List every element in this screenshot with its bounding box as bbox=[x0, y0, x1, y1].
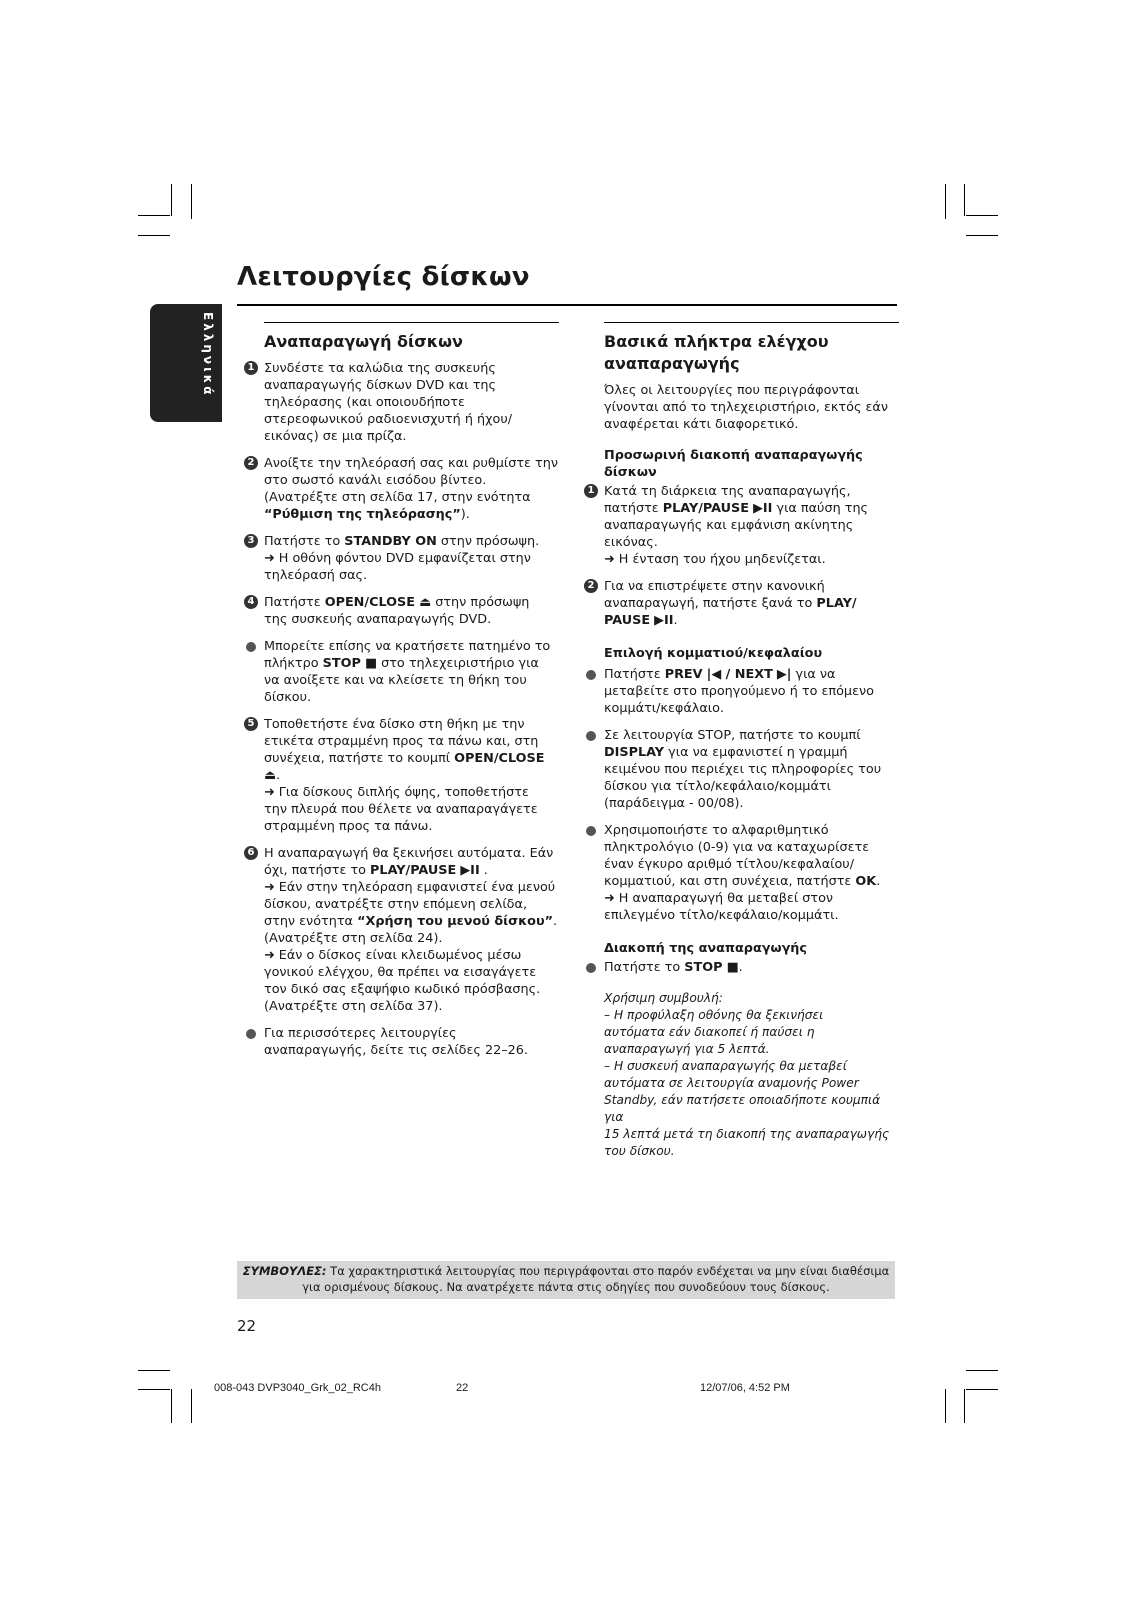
language-tab-label: Ελληνικά bbox=[201, 312, 215, 398]
tip-text: – Η συσκευή αναπαραγωγής θα μεταβεί bbox=[604, 1059, 847, 1073]
step-text bbox=[264, 533, 559, 550]
step-text: ). bbox=[460, 507, 470, 522]
subheading-pause bbox=[604, 447, 899, 481]
crop-mark bbox=[191, 184, 192, 219]
step-6 bbox=[244, 845, 559, 1015]
button-name: PREV bbox=[664, 667, 703, 682]
play-pause-icon: ▶II bbox=[753, 501, 773, 516]
step-text bbox=[264, 594, 559, 611]
step-text: . bbox=[738, 960, 743, 975]
step-text: στην πρόσωψη. bbox=[436, 534, 540, 549]
step-text: για να bbox=[791, 667, 836, 682]
step-text bbox=[604, 500, 899, 517]
result-text: γονικού ελέγχου, θα πρέπει να εισαγάγετε bbox=[264, 965, 537, 980]
step-number: 2 bbox=[584, 579, 598, 593]
step-text: δίσκου για τίτλο/κεφάλαιο/κομμάτι bbox=[604, 779, 831, 794]
step-text: . bbox=[479, 863, 488, 878]
step-number: 6 bbox=[244, 846, 258, 860]
step-text: της συσκευής αναπαραγωγής DVD. bbox=[264, 612, 492, 627]
button-name: OPEN/CLOSE bbox=[454, 751, 545, 766]
step-text: . bbox=[673, 613, 678, 628]
crop-mark bbox=[966, 235, 998, 236]
step-number: 4 bbox=[244, 595, 258, 609]
right-column bbox=[584, 322, 899, 1160]
button-name: STANDBY ON bbox=[344, 534, 437, 549]
crop-mark bbox=[964, 1389, 965, 1423]
step-number: 1 bbox=[584, 484, 598, 498]
intro-text: Όλες οι λειτουργίες που περιγράφονται bbox=[604, 383, 860, 398]
stop-bullet bbox=[584, 959, 899, 976]
button-name: STOP bbox=[322, 656, 361, 671]
step-text: δίσκου. bbox=[264, 690, 312, 705]
result-text: ➜ Η οθόνη φόντου DVD εμφανίζεται στην bbox=[264, 551, 531, 566]
slug-page: 22 bbox=[456, 1382, 469, 1394]
step-text: στερεοφωνικού ραδιοενισχυτή ή ήχου/ bbox=[264, 412, 513, 427]
result-text: ➜ Η ένταση του ήχου μηδενίζεται. bbox=[604, 552, 826, 567]
step-text: αναπαραγωγή, πατήστε ξανά το bbox=[604, 596, 817, 611]
bullet-dot bbox=[586, 826, 596, 836]
tips-text: Τα χαρακτηριστικά λειτουργίας που περιγράφονται στο παρόν ενδέχεται να μην είναι διαθέσιμα bbox=[326, 1264, 890, 1278]
section-heading-playback: Αναπαραγωγή δίσκων bbox=[264, 332, 463, 351]
result-text: ➜ Για δίσκους διπλής όψης, τοποθετήστε bbox=[264, 785, 529, 800]
page-number: 22 bbox=[237, 1317, 257, 1335]
heading-line: Προσωρινή διακοπή αναπαραγωγής bbox=[604, 448, 863, 463]
step-text bbox=[264, 862, 559, 879]
step-text: έναν έγκυρο αριθμό τίτλου/κεφαλαίου/ bbox=[604, 857, 855, 872]
pause-step-2 bbox=[584, 578, 899, 629]
tip-text: 15 λεπτά μετά τη διακοπή της αναπαραγωγής bbox=[604, 1127, 890, 1141]
step-text: . bbox=[553, 914, 558, 929]
step-text: πατήστε bbox=[604, 501, 663, 516]
step-1 bbox=[244, 360, 559, 445]
crop-mark bbox=[171, 1389, 172, 1423]
intro-text: αναφέρεται κάτι διαφορετικό. bbox=[604, 417, 799, 432]
crop-mark bbox=[966, 215, 998, 216]
heading-line: αναπαραγωγής bbox=[604, 354, 740, 373]
step-text: Η αναπαραγωγή θα ξεκινήσει αυτόματα. Εάν bbox=[264, 846, 554, 861]
section-intro bbox=[604, 382, 899, 433]
chapter-bullet-1 bbox=[584, 666, 899, 717]
step-text: τηλεόρασης (και οποιουδήποτε bbox=[264, 395, 465, 410]
tip-text: αναπαραγωγή για 5 λεπτά. bbox=[604, 1042, 770, 1056]
step-text: πληκτρολόγιο (0-9) για να καταχωρίσετε bbox=[604, 840, 870, 855]
crop-mark bbox=[945, 184, 946, 219]
step-number: 5 bbox=[244, 717, 258, 731]
step-text: Μπορείτε επίσης να κρατήσετε πατημένο το bbox=[264, 639, 551, 654]
step-text: Πατήστε bbox=[604, 667, 665, 682]
section-rule bbox=[604, 322, 899, 323]
result-text: ➜ Η αναπαραγωγή θα μεταβεί στον bbox=[604, 891, 834, 906]
button-name: NEXT bbox=[734, 667, 773, 682]
step-text: Τοποθετήστε ένα δίσκο στη θήκη με την bbox=[264, 717, 525, 732]
eject-icon: ⏏ bbox=[419, 595, 432, 610]
step-text: Ανοίξτε την τηλεόρασή σας και ρυθμίστε την bbox=[264, 456, 558, 471]
crop-mark bbox=[964, 184, 965, 216]
step-text: Για να επιστρέψετε στην κανονική bbox=[604, 579, 825, 594]
prev-icon: |◀ bbox=[706, 667, 722, 682]
play-pause-icon: ▶II bbox=[460, 863, 480, 878]
tip-text: αυτόματα εάν διακοπεί ή παύσει η bbox=[604, 1025, 815, 1039]
step-number: 2 bbox=[244, 456, 258, 470]
step-number: 3 bbox=[244, 534, 258, 548]
result-text bbox=[264, 913, 559, 930]
section-reference: “Ρύθμιση της τηλεόρασης” bbox=[264, 507, 461, 522]
crop-mark bbox=[171, 184, 172, 216]
step-text: αναπαραγωγής, δείτε τις σελίδες 22–26. bbox=[264, 1043, 529, 1058]
crop-mark bbox=[966, 1370, 998, 1371]
slug-date: 12/07/06, 4:52 PM bbox=[700, 1382, 790, 1394]
step-text: εικόνας. bbox=[604, 535, 658, 550]
step-4 bbox=[244, 594, 559, 628]
tip-text: αυτόματα σε λειτουργία αναμονής Power bbox=[604, 1076, 859, 1090]
tip-text: Χρήσιμη συμβουλή: bbox=[604, 991, 723, 1005]
language-tab bbox=[150, 304, 222, 422]
step-text: στην ενότητα bbox=[264, 914, 358, 929]
helpful-tip bbox=[604, 990, 899, 1160]
step-text: για παύση της bbox=[772, 501, 869, 516]
crop-mark bbox=[945, 1389, 946, 1423]
stop-icon: ■ bbox=[364, 656, 378, 671]
section-heading-basic-controls bbox=[604, 331, 899, 375]
button-name: PLAY/PAUSE bbox=[662, 501, 749, 516]
step-text bbox=[604, 595, 899, 612]
result-text: την πλευρά που θέλετε να αναπαραγάγετε bbox=[264, 802, 538, 817]
section-rule bbox=[264, 322, 559, 323]
result-text: στραμμένη προς τα πάνω. bbox=[264, 819, 433, 834]
page-title: Λειτουργίες δίσκων bbox=[237, 262, 530, 292]
tips-text: για ορισμένους δίσκους. Να ανατρέχετε πάντα στις οδηγίες που συνοδεύουν τους δίσκους. bbox=[302, 1280, 830, 1294]
crop-mark bbox=[191, 1389, 192, 1423]
tip-text: – Η προφύλαξη οθόνης θα ξεκινήσει bbox=[604, 1008, 824, 1022]
crop-mark bbox=[138, 1389, 170, 1390]
pause-step-1 bbox=[584, 483, 899, 568]
step-text: Πατήστε το bbox=[604, 960, 685, 975]
tip-text: του δίσκου. bbox=[604, 1144, 675, 1158]
result-text: (Ανατρέξτε στη σελίδα 37). bbox=[264, 999, 443, 1014]
title-divider bbox=[237, 304, 897, 306]
result-text: ➜ Εάν ο δίσκος είναι κλειδωμένος μέσω bbox=[264, 948, 522, 963]
button-name: PAUSE bbox=[604, 613, 651, 628]
step-text: στην πρόσωψη bbox=[431, 595, 530, 610]
step-text: αναπαραγωγής και εμφάνιση ακίνητης bbox=[604, 518, 854, 533]
tip-text: Standby, εάν πατήσετε οποιαδήποτε κουμπιά για bbox=[604, 1093, 881, 1124]
crop-mark bbox=[138, 215, 170, 216]
crop-mark bbox=[138, 1370, 170, 1371]
step-text: στο σωστό κανάλι εισόδου βίντεο. bbox=[264, 473, 487, 488]
step-text: ετικέτα στραμμένη προς τα πάνω και, στη bbox=[264, 734, 539, 749]
step-text: Χρησιμοποιήστε το αλφαριθμητικό bbox=[604, 823, 829, 838]
step-text: κειμένου που περιέχει τις πληροφορίες του bbox=[604, 762, 882, 777]
heading-line: δίσκων bbox=[604, 465, 657, 480]
subheading-stop: Διακοπή της αναπαραγωγής bbox=[604, 941, 807, 956]
bullet-dot bbox=[586, 963, 596, 973]
step-number: 1 bbox=[244, 361, 258, 375]
button-name: DISPLAY bbox=[604, 745, 665, 760]
step-text: Σε λειτουργία STOP, πατήστε το κουμπί bbox=[604, 728, 861, 743]
bullet-dot bbox=[586, 731, 596, 741]
step-text: ⏏. bbox=[264, 768, 281, 783]
step-text: Πατήστε το bbox=[264, 534, 345, 549]
step-text bbox=[264, 750, 559, 767]
step-text bbox=[604, 744, 899, 761]
tips-footer bbox=[237, 1261, 895, 1299]
step-text: να ανοίξετε και να κλείσετε τη θήκη του bbox=[264, 673, 527, 688]
separator: / bbox=[721, 667, 735, 682]
chapter-bullet-3 bbox=[584, 822, 899, 924]
crop-mark bbox=[138, 235, 170, 236]
play-pause-icon: ▶II bbox=[654, 613, 674, 628]
step-text bbox=[604, 666, 899, 683]
bullet-dot bbox=[246, 1029, 256, 1039]
slug-filename: 008-043 DVP3040_Grk_02_RC4h bbox=[214, 1382, 381, 1394]
step-text bbox=[264, 655, 559, 672]
step-2 bbox=[244, 455, 559, 523]
step-text: αναπαραγωγής δίσκων DVD και της bbox=[264, 378, 497, 393]
intro-text: γίνονται από το τηλεχειριστήριο, εκτός εάν bbox=[604, 400, 889, 415]
step-text: Πατήστε bbox=[264, 595, 325, 610]
step-text: για να εμφανιστεί η γραμμή bbox=[664, 745, 848, 760]
step-text: όχι, πατήστε το bbox=[264, 863, 371, 878]
result-text: δίσκου, ανατρέξτε στην επόμενη σελίδα, bbox=[264, 897, 528, 912]
chapter-bullet-2 bbox=[584, 727, 899, 812]
section-reference: “Χρήση του μενού δίσκου” bbox=[357, 914, 554, 929]
button-name: STOP bbox=[684, 960, 723, 975]
step-text: κομμάτι/κεφάλαιο. bbox=[604, 701, 725, 716]
button-name: OPEN/CLOSE bbox=[324, 595, 415, 610]
step-text bbox=[604, 873, 899, 890]
button-name: OK bbox=[855, 874, 877, 889]
step-text: (Ανατρέξτε στη σελίδα 17, στην ενότητα bbox=[264, 490, 531, 505]
step-text: Για περισσότερες λειτουργίες bbox=[264, 1026, 457, 1041]
result-text: τηλεόρασή σας. bbox=[264, 568, 368, 583]
step-text: στο τηλεχειριστήριο για bbox=[377, 656, 539, 671]
button-name: PLAY/PAUSE bbox=[370, 863, 457, 878]
bullet-stop-note bbox=[244, 638, 559, 706]
step-text bbox=[604, 959, 899, 976]
step-5 bbox=[244, 716, 559, 835]
tips-label: ΣΥΜΒΟΥΛΕΣ: bbox=[242, 1264, 327, 1278]
bullet-more-info bbox=[244, 1025, 559, 1059]
step-text: πλήκτρο bbox=[264, 656, 323, 671]
button-name: PLAY/ bbox=[816, 596, 857, 611]
step-text bbox=[604, 612, 899, 629]
result-text: (Ανατρέξτε στη σελίδα 24). bbox=[264, 931, 443, 946]
step-text: (παράδειγμα - 00/08). bbox=[604, 796, 744, 811]
result-text: ➜ Εάν στην τηλεόραση εμφανιστεί ένα μενού bbox=[264, 880, 556, 895]
step-text: κομματιού, και στη συνέχεια, πατήστε bbox=[604, 874, 856, 889]
result-text: τον δικό σας εξαψήφιο κωδικό πρόσβασης. bbox=[264, 982, 541, 997]
next-icon: ▶| bbox=[776, 667, 792, 682]
bullet-dot bbox=[586, 670, 596, 680]
step-text bbox=[264, 506, 559, 523]
bullet-dot bbox=[246, 642, 256, 652]
stop-icon: ■ bbox=[726, 960, 739, 975]
step-text: . bbox=[876, 874, 881, 889]
left-column bbox=[244, 322, 559, 1069]
step-text: Κατά τη διάρκεια της αναπαραγωγής, bbox=[604, 484, 851, 499]
step-3 bbox=[244, 533, 559, 584]
step-text: Συνδέστε τα καλώδια της συσκευής bbox=[264, 361, 496, 376]
step-text: μεταβείτε στο προηγούμενο ή το επόμενο bbox=[604, 684, 874, 699]
step-text: συνέχεια, πατήστε το κουμπί bbox=[264, 751, 455, 766]
heading-line: Βασικά πλήκτρα ελέγχου bbox=[604, 332, 829, 351]
eject-icon: ⏏ bbox=[264, 768, 277, 783]
step-text: εικόνας) σε μια πρίζα. bbox=[264, 429, 407, 444]
crop-mark bbox=[966, 1389, 998, 1390]
subheading-chapter: Επιλογή κομματιού/κεφαλαίου bbox=[604, 646, 823, 661]
result-text: επιλεγμένο τίτλο/κεφάλαιο/κομμάτι. bbox=[604, 908, 839, 923]
